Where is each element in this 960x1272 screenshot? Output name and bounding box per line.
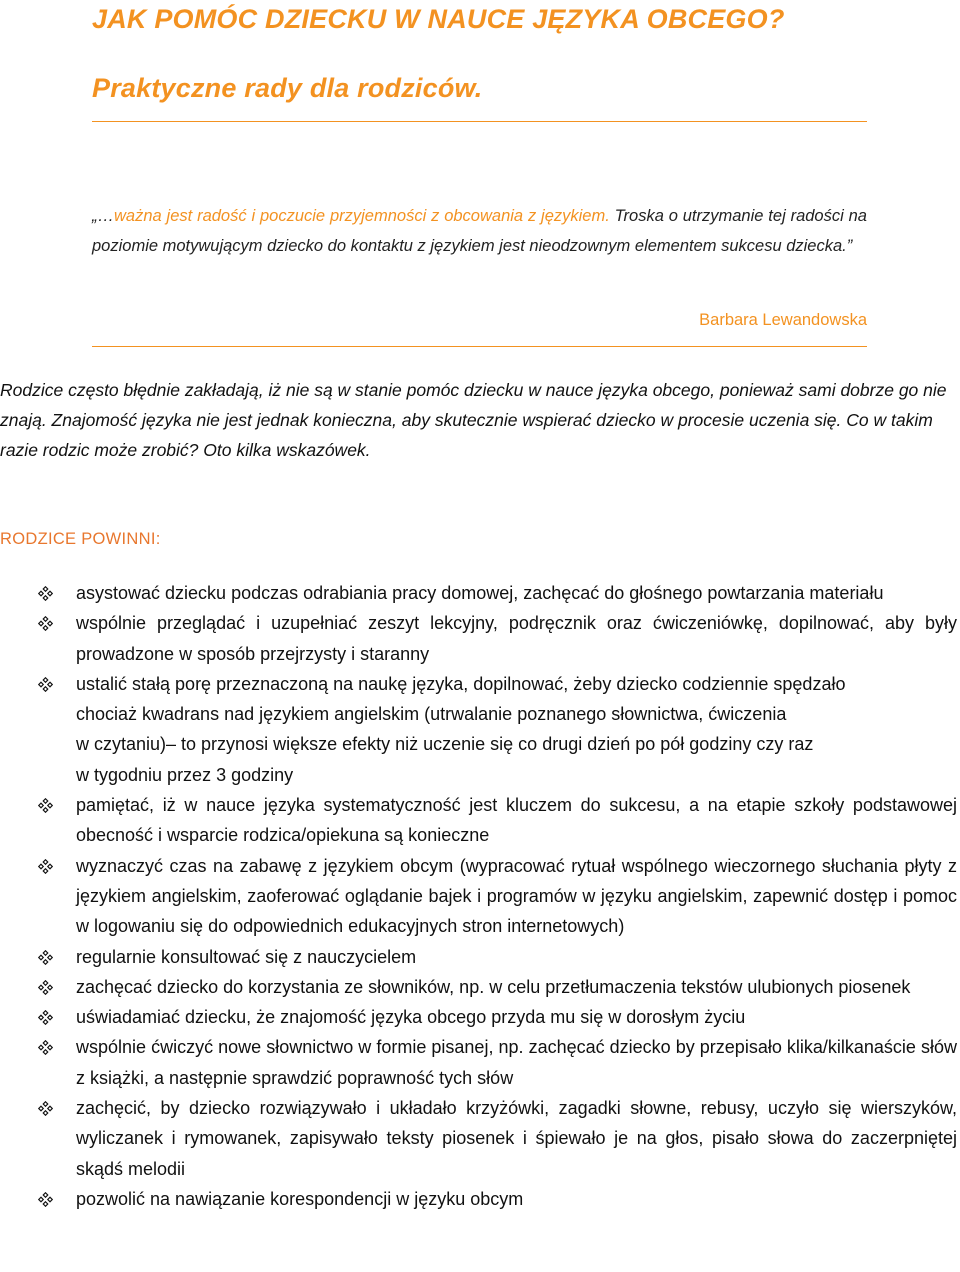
diamond-bullet-icon	[38, 1192, 53, 1207]
list-item	[0, 1093, 957, 1184]
page-subtitle: Praktyczne rady dla rodziców.	[92, 73, 483, 103]
advice-list	[0, 578, 957, 1214]
list-item	[0, 1002, 957, 1032]
list-item	[0, 942, 957, 972]
page-title: JAK POMÓC DZIECKU W NAUCE JĘZYKA OBCEGO?	[92, 4, 785, 34]
list-item-text: zachęcać dziecko do korzystania ze słowników, np. w celu przetłumaczenia tekstów ulubionych piosenek	[76, 976, 911, 997]
diamond-bullet-icon	[38, 586, 53, 601]
list-item-text: zachęcić, by dziecko rozwiązywało i układało krzyżówki, zagadki słowne, rebusy, uczyło się wierszyków, wyliczanek i rymowanek, zapisywało teksty piosenek i śpiewało je na głos, pisało słowa do zaczerpniętej skądś melodii	[76, 1098, 957, 1179]
quote-open-mark: „…	[92, 207, 114, 225]
list-item-text-line: chociaż kwadrans nad językiem angielskim (utrwalanie poznanego słownictwa, ćwiczenia	[76, 704, 787, 725]
list-item-text: wspólnie przeglądać i uzupełniać zeszyt lekcyjny, podręcznik oraz ćwiczeniówkę, dopilnować, aby były prowadzone w sposób przejrzysty i staranny	[76, 613, 957, 664]
list-item-text: wspólnie ćwiczyć nowe słownictwo w formie pisanej, np. zachęcać dziecko by przepisało klika/kilkanaście słów z książki, a następnie sprawdzić poprawność tych słów	[76, 1037, 957, 1088]
list-item-text: wyznaczyć czas na zabawę z językiem obcym (wypracować rytuał wspólnego wieczornego słuchania płyty z językiem angielskim, zaoferować oglądanie bajek i programów w języku angielskim, zapewnić dostęp i pomoc w logowaniu się do odpowiednich edukacyjnych stron internetowych)	[76, 855, 957, 937]
list-item-text: pozwolić na nawiązanie korespondencji w języku obcym	[76, 1188, 524, 1209]
diamond-bullet-icon	[38, 980, 53, 995]
list-item	[0, 851, 957, 942]
list-item	[0, 669, 957, 790]
quote-author: Barbara Lewandowska	[699, 311, 867, 329]
list-item	[0, 790, 957, 851]
diamond-bullet-icon	[38, 677, 53, 692]
intro-paragraph: Rodzice często błędnie zakładają, iż nie są w stanie pomóc dziecku w nauce języka obcego, ponieważ sami dobrze go nie znają. Znajomość języka nie jest jednak konieczna, aby skutecznie wspierać dziecko w procesie uczenia się. Co w takim razie rodzic może zrobić? Oto kilka wskazówek.	[0, 380, 947, 460]
diamond-bullet-icon	[38, 859, 53, 874]
list-item-text: regularnie konsultować się z nauczycielem	[76, 946, 417, 967]
list-item-text: pamiętać, iż w nauce języka systematyczność jest kluczem do sukcesu, a na etapie szkoły podstawowej obecność i wsparcie rodzica/opiekuna są konieczne	[76, 795, 957, 846]
list-item-text: asystować dziecku podczas odrabiania pracy domowej, zachęcać do głośnego powtarzania materiału	[76, 583, 884, 603]
diamond-bullet-icon	[38, 616, 53, 631]
list-item-text-line: ustalić stałą porę przeznaczoną na naukę języka, dopilnować, żeby dziecko codziennie spędzało	[76, 673, 846, 694]
list-item-text-line: w tygodniu przez 3 godziny	[76, 764, 294, 785]
diamond-bullet-icon	[38, 1010, 53, 1025]
list-item-text: uświadamiać dziecku, że znajomość języka obcego przyda mu się w dorosłym życiu	[76, 1007, 746, 1028]
list-item-text-line: w czytaniu)– to przynosi większe efekty niż uczenie się co drugi dzień po pół godziny czy raz	[76, 734, 814, 755]
section-heading: RODZICE POWINNI:	[0, 530, 161, 548]
list-item	[0, 972, 957, 1002]
list-item	[0, 608, 957, 669]
list-item	[0, 1184, 957, 1214]
diamond-bullet-icon	[38, 1101, 53, 1116]
quote-highlight: ważna jest radość i poczucie przyjemności z obcowania z językiem.	[114, 207, 610, 225]
quote-rest: Troska o utrzymanie tej radości na poziomie motywującym dziecko do kontaktu z językiem jest nieodzownym elementem sukcesu dziecka.”	[92, 207, 867, 255]
diamond-bullet-icon	[38, 1040, 53, 1055]
quote-divider	[92, 346, 867, 347]
list-item	[0, 578, 957, 608]
diamond-bullet-icon	[38, 950, 53, 965]
list-item	[0, 1032, 957, 1093]
quote-block	[92, 201, 867, 261]
title-divider	[92, 121, 867, 122]
diamond-bullet-icon	[38, 798, 53, 813]
